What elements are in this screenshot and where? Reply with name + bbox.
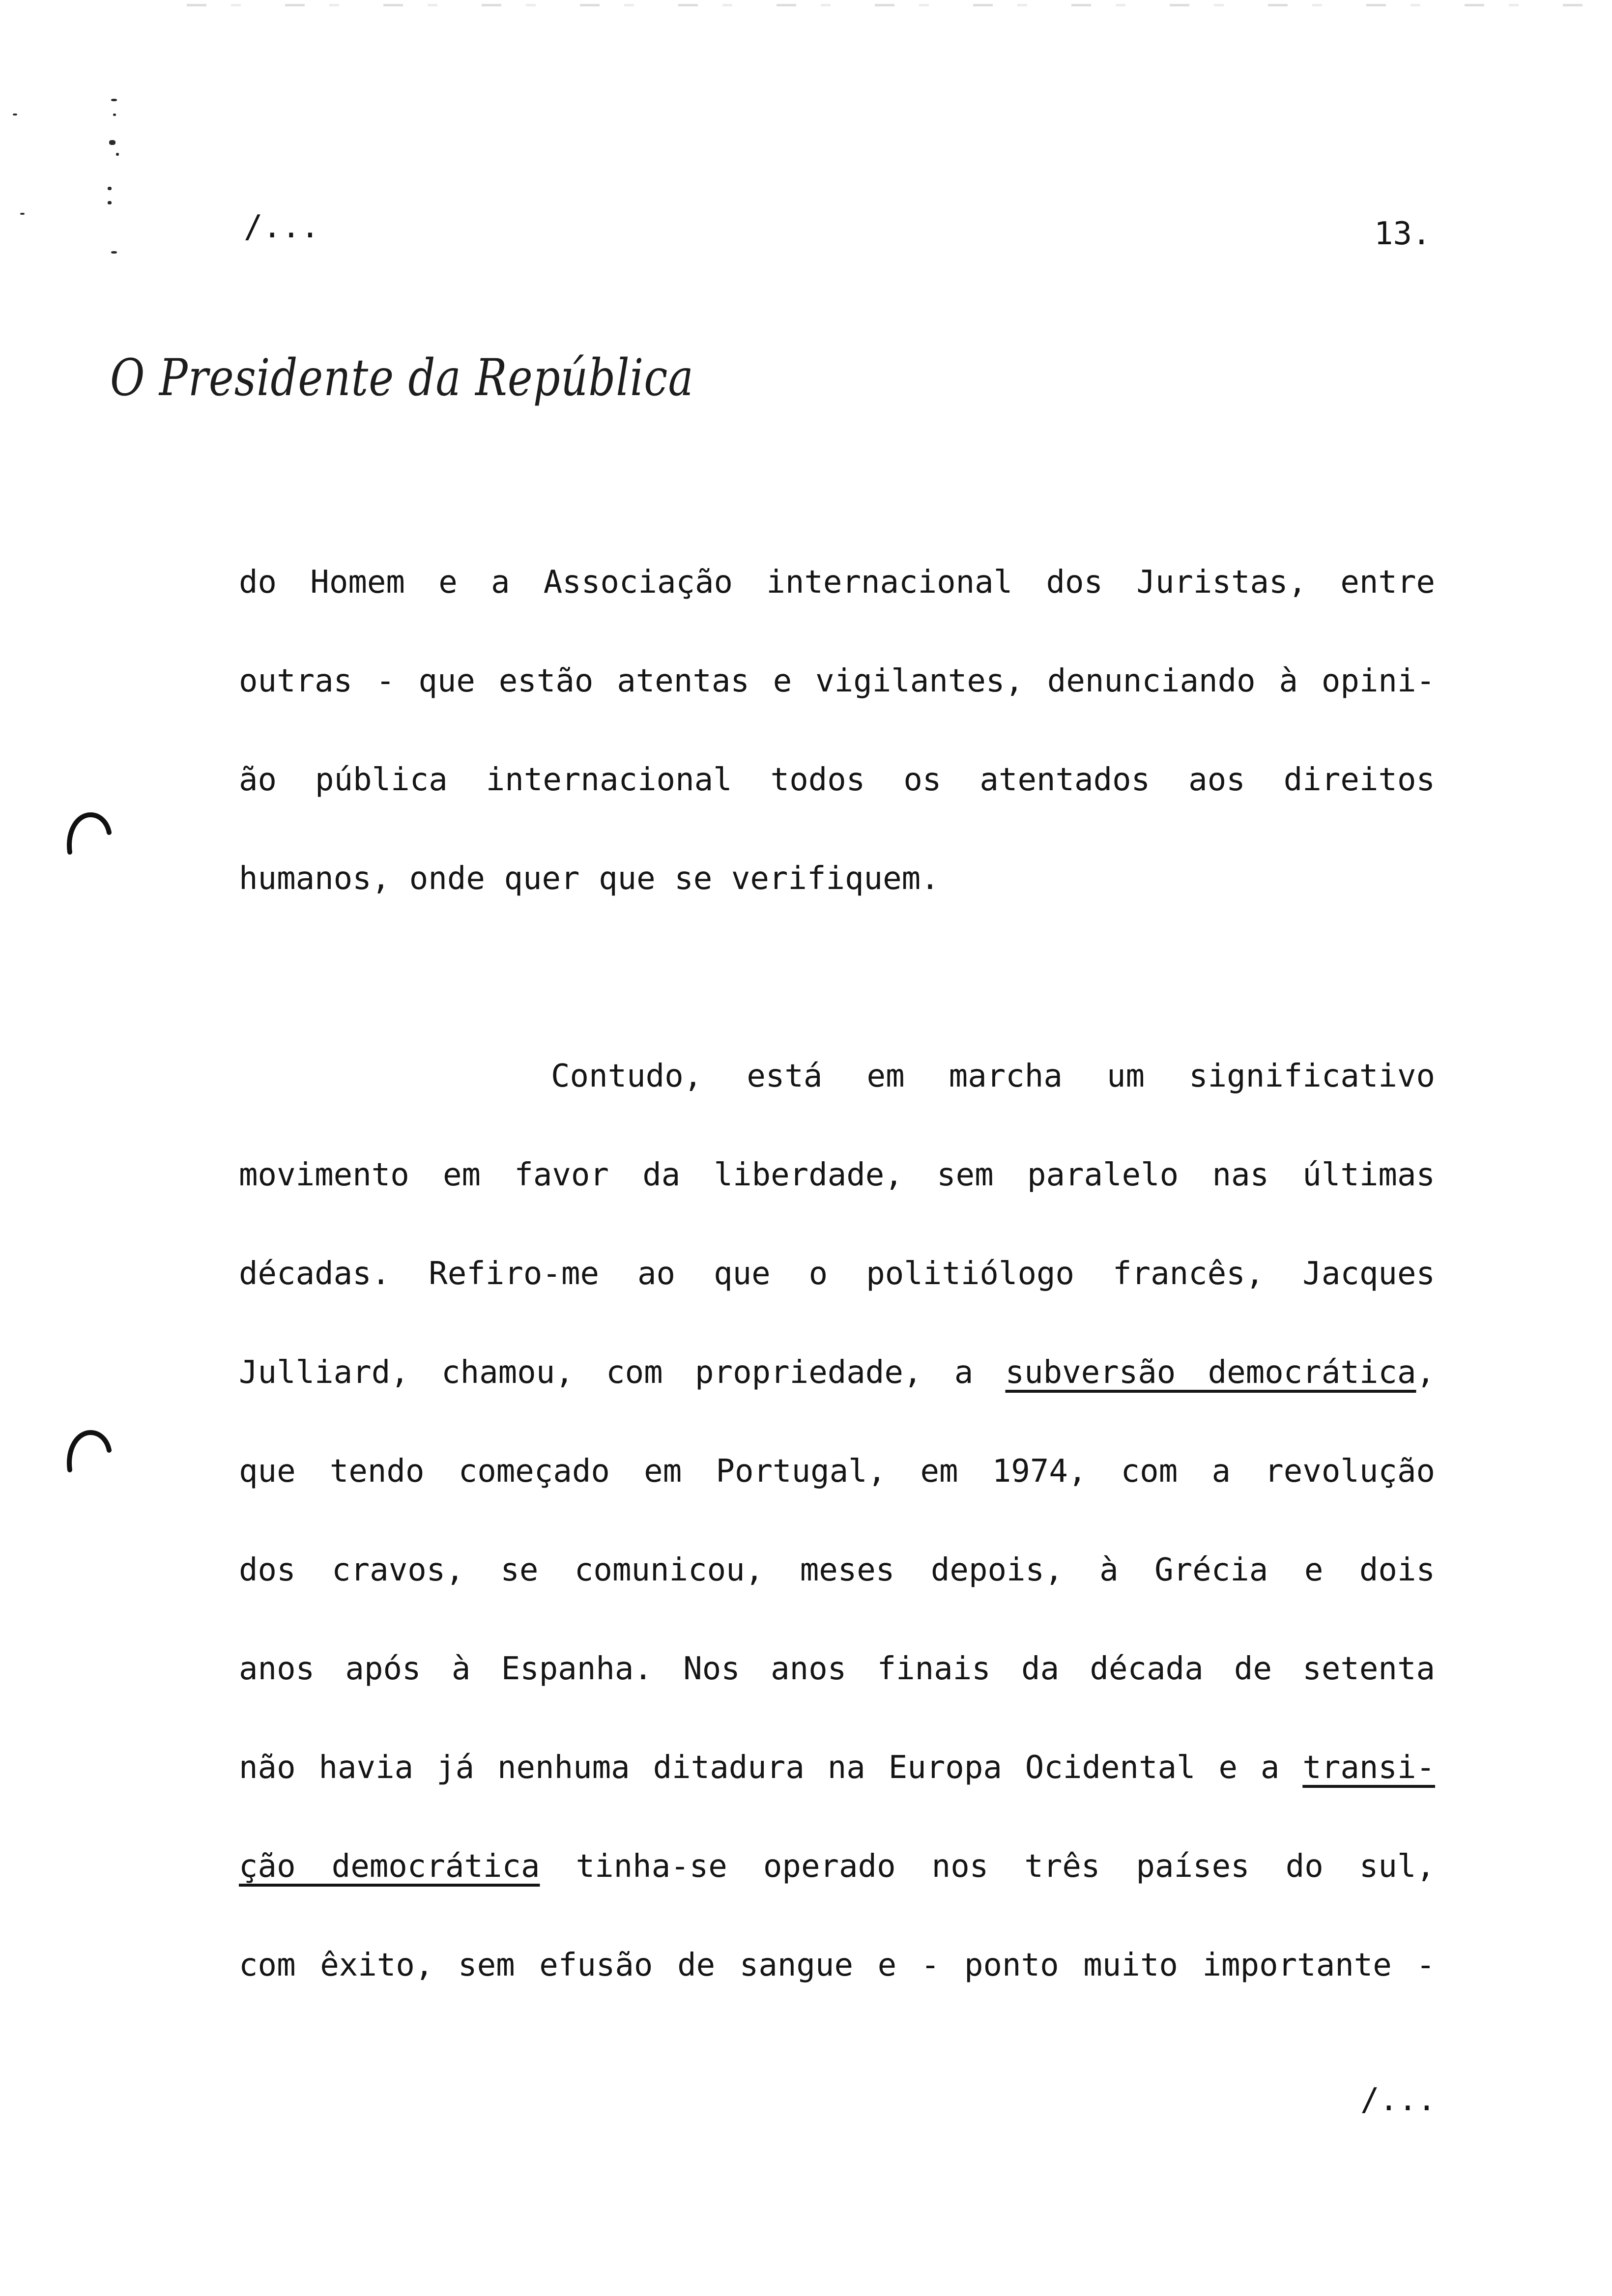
body-line: que tendo começado em Portugal, em 1974, com a revolução <box>239 1453 1435 1490</box>
body-text <box>239 533 1435 2015</box>
line-text: não havia já nenhuma ditadura na Europa Ocidental e a <box>239 1750 1303 1786</box>
scan-speck <box>111 99 117 101</box>
scan-speck <box>111 251 117 254</box>
page-number: 13. <box>1374 216 1431 252</box>
binder-hole-arc <box>69 1433 109 1470</box>
binder-hole-mark <box>63 1428 112 1477</box>
binder-hole-arc <box>69 815 109 852</box>
body-line: movimento em favor da liberdade, sem paralelo nas últimas <box>239 1157 1435 1193</box>
body-line: ão pública internacional todos os atentados aos direitos <box>239 762 1435 798</box>
continuation-mark-top: /... <box>244 209 320 245</box>
underlined-text: transi- <box>1302 1750 1435 1786</box>
scan-speck <box>116 153 119 156</box>
scan-speck <box>108 201 112 204</box>
scan-speck <box>108 187 112 190</box>
underlined-text: subversão democrática <box>1005 1354 1416 1391</box>
line-text: tinha-se operado nos três países do sul, <box>540 1848 1435 1885</box>
binder-hole-mark <box>63 810 112 859</box>
paragraph-2 <box>239 1027 1435 2015</box>
body-line: com êxito, sem efusão de sangue e - ponto muito importante - <box>239 1947 1435 1983</box>
paragraph-1 <box>239 533 1435 928</box>
body-line: outras - que estão atentas e vigilantes, denunciando à opini- <box>239 663 1435 699</box>
scan-speck <box>109 140 115 145</box>
scan-edge-noise <box>187 4 1602 6</box>
body-line: dos cravos, se comunicou, meses depois, à Grécia e dois <box>239 1552 1435 1588</box>
letterhead-title: O Presidente da República <box>110 348 694 408</box>
line-text: Julliard, chamou, com propriedade, a <box>239 1354 1006 1391</box>
scan-speck <box>13 114 17 115</box>
body-line: anos após à Espanha. Nos anos finais da década de setenta <box>239 1651 1435 1687</box>
underlined-text: ção democrática <box>239 1848 540 1885</box>
body-line: décadas. Refiro-me ao que o politiólogo francês, Jacques <box>239 1256 1435 1292</box>
scan-speck <box>20 213 25 215</box>
line-text: , <box>1416 1354 1435 1391</box>
body-line <box>239 1323 1435 1422</box>
continuation-mark-bottom: /... <box>1360 2082 1437 2118</box>
body-line <box>239 1817 1435 1916</box>
body-line <box>239 1719 1435 1817</box>
body-line: Contudo, está em marcha um significativo <box>551 1058 1435 1094</box>
body-line: humanos, onde quer que se verifiquem. <box>239 861 940 897</box>
scan-speck <box>113 114 116 116</box>
body-line: do Homem e a Associação internacional dos Juristas, entre <box>239 564 1435 601</box>
